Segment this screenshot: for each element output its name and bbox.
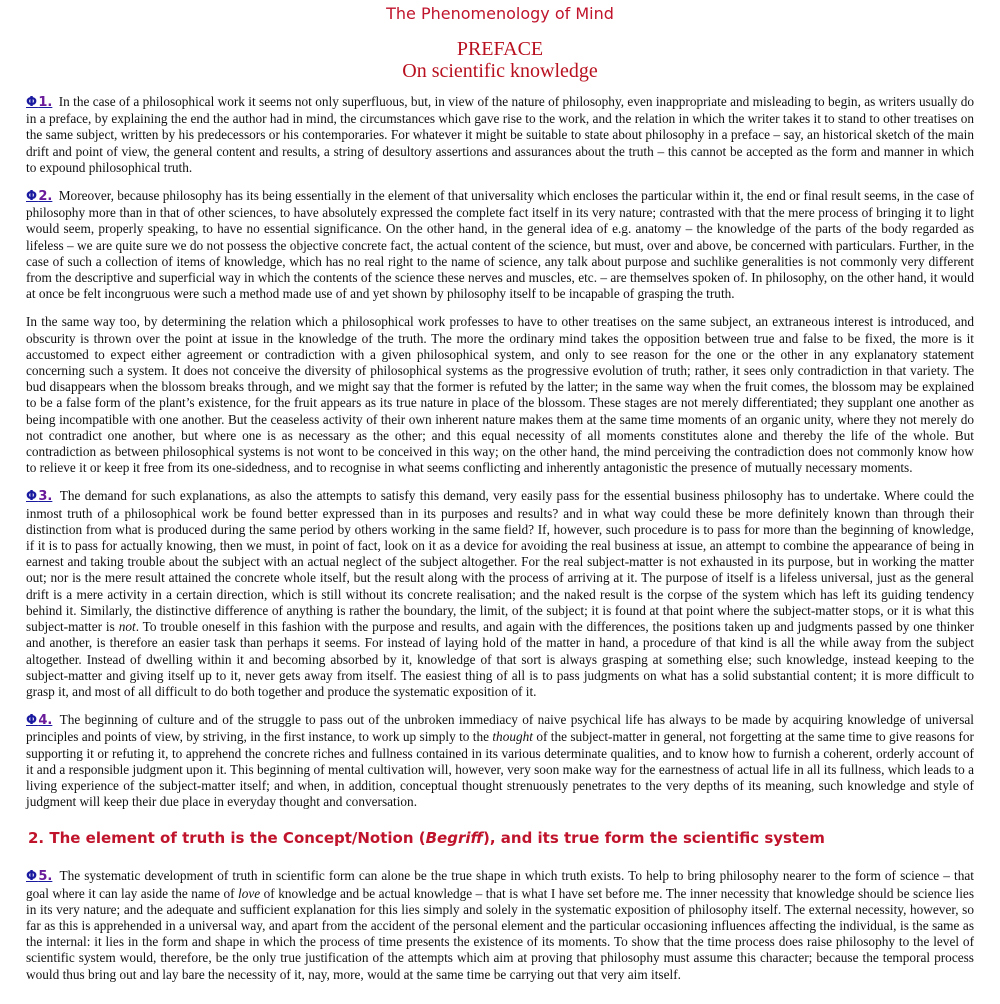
paragraph-text: The systematic development of truth in scientific form can alone be the true shape in which truth exists. To help to bring philosophy nearer to the form of science – that goal where it can lay aside the name of	[26, 868, 974, 901]
preface-heading: PREFACE	[456, 38, 544, 60]
emphasis: thought	[492, 729, 533, 745]
body-text	[26, 94, 974, 983]
paragraph-text: The beginning of culture and of the struggle to pass out of the unbroken immediacy of naive psychical life has always to be made by acquiring knowledge of universal principles and points of view, by striving, in the first instance, to work up simply to the	[26, 712, 974, 745]
phi-symbol: Φ	[26, 869, 38, 885]
paragraph-anchor-2[interactable]: Φ 2.	[26, 189, 53, 205]
paragraph-5	[26, 868, 974, 982]
phi-symbol: Φ	[26, 95, 38, 110]
paragraph-3	[26, 488, 974, 700]
paragraph-text: Moreover, because philosophy has its being essentially in the element of that universality which encloses the particular within it, the end or final result seems, in the case of philosophy more than in that of other sciences, to have absolutely expressed the complete fact itself in its very nature; contrasted with that the mere process of bringing it to light would seem, properly speaking, to have no essential significance. On the other hand, in the general idea of e.g. anatomy – the knowledge of the parts of the body regarded as lifeless – we are quite sure we do not possess the objective concrete fact, the actual content of the science, but must, over and above, be concerned with particulars. Further, in the case of such a collection of items of knowledge, which has no real right to the name of science, any talk about purpose and suchlike generalities is not commonly very different from the descriptive and superficial way in which the contents of the science these nerves and muscles, etc. – are themselves spoken of. In philosophy, on the other hand, it would at once be felt incongruous were such a method made use of and yet shown by philosophy itself to be incapable of grasping the truth.	[26, 188, 974, 302]
section-heading: 2. The element of truth is the Concept/Notion (Begriff), and its true form the scientific system	[28, 829, 825, 848]
preface-subheading: On scientific knowledge	[402, 60, 598, 82]
paragraph-text: In the case of a philosophical work it seems not only superfluous, but, in view of the nature of philosophy, even inappropriate and misleading to begin, as writers usually do in a preface, by explaining the end the author had in mind, the circumstances which gave rise to the work, and the relation in which the writer takes it to stand to other treatises on the same subject, written by his predecessors or his contemporaries. For whatever it might be suitable to state about philosophy in a preface – say, an historical sketch of the main drift and point of view, the general content and results, a string of desultory assertions and assurances about the truth – this cannot be accepted as the form and manner in which to expound philosophical truth.	[26, 94, 975, 175]
phi-symbol: Φ	[26, 713, 38, 729]
paragraph-anchor-3[interactable]: Φ 3.	[26, 489, 53, 505]
site-title: The Phenomenology of Mind	[386, 4, 614, 23]
paragraph-anchor-1[interactable]: Φ 1.	[26, 95, 53, 110]
paragraph-text: . To trouble oneself in this fashion with the purpose and results, and again with the differences, the positions taken up and judgments passed by one thinker and another, is therefore an easier task than perhaps it seems. For instead of laying hold of the matter in hand, a procedure of that kind is all the while away from the subject altogether. Instead of dwelling within it and becoming absorbed by it, knowledge of that sort is always grasping at something else; such knowledge, instead keeping to the subject-matter and giving itself up to it, never gets away from itself. The easiest thing of all is to pass judgments on what has a solid substantial content; it is more difficult to grasp it, and most of all difficult to do both together and produce the systematic exposition of it.	[26, 619, 974, 699]
phi-symbol: Φ	[26, 189, 38, 205]
paragraph-text: The demand for such explanations, as also the attempts to satisfy this demand, very easily pass for the essential business philosophy has to undertake. Where could the inmost truth of a philosophical work be found better expressed than in its purposes and results? and in what way could these be more definitely known than through their distinction from what is produced during the same period by others working in the same field? If, however, such procedure is to pass for more than the beginning of knowledge, if it is to pass for actually knowing, then we must, in point of fact, look on it as a device for avoiding the real business at issue, an attempt to combine the appearance of being in earnest and taking trouble about the subject with an actual neglect of the subject altogether. For the real subject-matter is not exhausted in its purpose, but in working the matter out; nor is the mere result attained the concrete whole itself, but the result along with the process of arriving at it. The purpose of itself is a lifeless universal, just as the general drift is a mere activity in a certain direction, which is still without its concrete realisation; and the naked result is the corpse of the system which has left its guiding tendency behind it. Similarly, the distinctive difference of anything is rather the boundary, the limit, of the subject; it is found at that point where the subject-matter stops, or it is what this subject-matter is	[26, 488, 974, 635]
emphasis: love	[238, 885, 261, 901]
page	[0, 4, 1000, 983]
paragraph-4	[26, 712, 974, 810]
paragraph-2-continued	[26, 314, 974, 476]
paragraph-anchor-5[interactable]: Φ 5.	[26, 869, 53, 885]
paragraph-anchor-4[interactable]: Φ 4.	[26, 713, 53, 729]
phi-symbol: Φ	[26, 489, 38, 505]
paragraph-1	[26, 94, 974, 176]
paragraph-text: of the subject-matter in general, not forgetting at the same time to give reasons for supporting it or refuting it, to apprehend the concrete riches and fullness contained in its various determinate qualities, and to know how to furnish a coherent, orderly account of it and a responsible judgment upon it. This beginning of mental cultivation will, however, very soon make way for the earnestness of actual life in all its fullness, which leads to a living experience of the subject-matter itself; and when, in addition, conceptual thought strenuously penetrates to the very depths of its meaning, such knowledge and style of judgment will keep their due place in everyday thought and conversation.	[26, 729, 974, 810]
paragraph-text: In the same way too, by determining the relation which a philosophical work professes to have to other treatises on the same subject, an extraneous interest is introduced, and obscurity is thrown over the point at issue in the knowledge of the truth. The more the ordinary mind takes the opposition between true and false to be fixed, the more is it accustomed to expect either agreement or contradiction with a given philosophical system, and only to see reason for the one or the other in any explanatory statement concerning such a system. It does not conceive the diversity of philosophical systems as the progressive evolution of truth; rather, it sees only contradiction in that variety. The bud disappears when the blossom breaks through, and we might say that the former is refuted by the latter; in the same way when the fruit comes, the blossom may be explained to be a false form of the plant’s existence, for the fruit appears as its true nature in place of the blossom. These stages are not merely differentiated; they supplant one another as being incompatible with one another. But the ceaseless activity of their own inherent nature makes them at the same time moments of an organic unity, where they not merely do not contradict one another, but where one is as necessary as the other; and this equal necessity of all moments constitutes alone and thereby the life of the whole. But contradiction as between philosophical systems is not wont to be conceived in this way; on the other hand, the mind perceiving the contradiction does not commonly know how to relieve it or keep it free from its one-sidedness, and to recognise in what seems conflicting and inherently antagonistic the presence of mutually necessary moments.	[26, 314, 974, 476]
paragraph-2	[26, 188, 974, 302]
emphasis: Begriff	[425, 829, 483, 848]
emphasis: not	[118, 619, 136, 635]
paragraph-text: of knowledge and be actual knowledge – that is what I have set before me. The inner necessity that knowledge should be science lies in its very nature; and the adequate and sufficient explanation for this lies simply and solely in the systematic exposition of philosophy itself. The external necessity, however, so far as this is apprehended in a universal way, and apart from the accident of the personal element and the particular occasioning influences affecting the individual, is the same as the internal: it lies in the form and shape in which the process of time presents the existence of its moments. To show that the time process does raise philosophy to the level of scientific system would, therefore, be the only true justification of the attempts which aim at proving that philosophy must assume this character; because the temporal process would thus bring out and lay bare the necessity of it, nay, more, would at the same time be carrying out that very aim itself.	[26, 885, 974, 982]
